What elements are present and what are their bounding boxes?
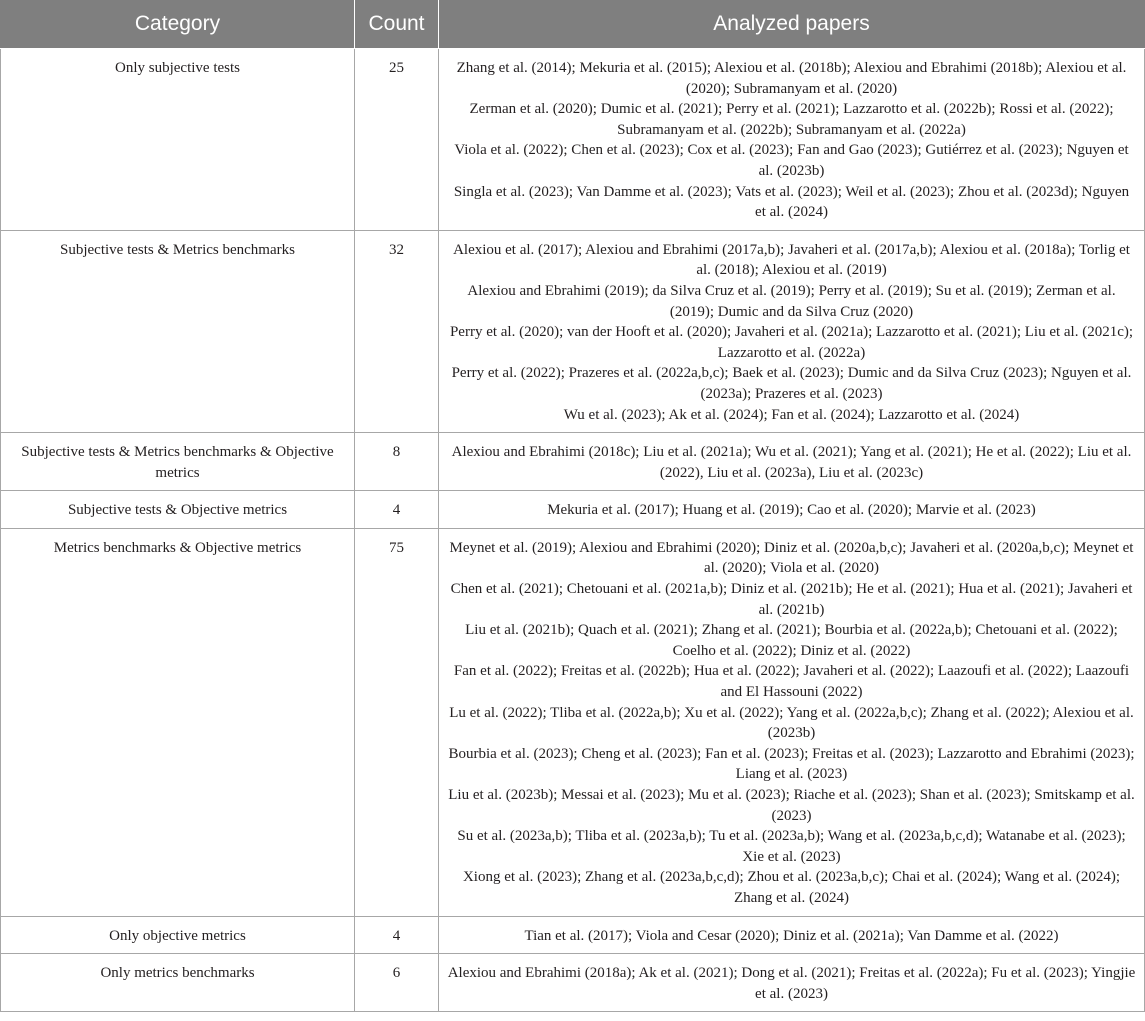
count-cell: 4 <box>355 491 439 529</box>
table-row <box>1 954 1145 1012</box>
paper-line: Wu et al. (2023); Ak et al. (2024); Fan et al. (2024); Lazzarotto et al. (2024) <box>563 406 1020 423</box>
papers-cell <box>439 230 1145 432</box>
paper-line: Fan et al. (2022); Freitas et al. (2022b); Hua et al. (2022); Javaheri et al. (2022); Laazoufi et al. (2022); Laazoufi and El Hassouni (2022) <box>453 663 1130 701</box>
papers-cell <box>439 433 1145 491</box>
paper-line: Alexiou and Ebrahimi (2018c); Liu et al. (2021a); Wu et al. (2021); Yang et al. (2021); He et al. (2022); Liu et al. (2022), Liu et al. (2023a), Liu et al. (2023c) <box>451 444 1132 481</box>
paper-line: Lu et al. (2022); Tliba et al. (2022a,b); Xu et al. (2022); Yang et al. (2022a,b,c); Zhang et al. (2022); Alexiou et al. (2023b) <box>449 704 1134 742</box>
count-cell: 8 <box>355 433 439 491</box>
paper-line: Xiong et al. (2023); Zhang et al. (2023a,b,c,d); Zhou et al. (2023a,b,c); Chai et al. (2024); Wang et al. (2024); Zhang et al. (2024) <box>462 869 1121 906</box>
table-row <box>1 230 1145 432</box>
papers-cell <box>439 49 1145 231</box>
paper-line: Alexiou and Ebrahimi (2019); da Silva Cruz et al. (2019); Perry et al. (2019); Su et al. (2019); Zerman et al. (2019); Dumic and da Silva Cruz (2020) <box>467 282 1116 320</box>
paper-line: Liu et al. (2021b); Quach et al. (2021); Zhang et al. (2021); Bourbia et al. (2022a,b); Chetouani et al. (2022); Coelho et al. (2022); Diniz et al. (2022) <box>465 622 1118 659</box>
table-row <box>1 528 1145 916</box>
papers-cell <box>439 491 1145 529</box>
count-cell: 32 <box>355 230 439 432</box>
header-row <box>1 0 1145 49</box>
category-cell: Subjective tests & Metrics benchmarks & Objective metrics <box>1 433 355 491</box>
paper-line: Tian et al. (2017); Viola and Cesar (2020); Diniz et al. (2021a); Van Damme et al. (2022) <box>524 927 1059 944</box>
category-cell: Metrics benchmarks & Objective metrics <box>1 528 355 916</box>
header-count: Count <box>355 0 439 49</box>
paper-line: Liu et al. (2023b); Messai et al. (2023); Mu et al. (2023); Riache et al. (2023); Shan et al. (2023); Smitskamp et al. (2023) <box>448 787 1135 824</box>
category-cell: Subjective tests & Objective metrics <box>1 491 355 529</box>
count-cell: 6 <box>355 954 439 1012</box>
paper-line: Perry et al. (2022); Prazeres et al. (2022a,b,c); Baek et al. (2023); Dumic and da Silva Cruz (2023); Nguyen et al. (2023a); Prazeres et al. (2023) <box>451 365 1132 402</box>
category-cell: Only objective metrics <box>1 916 355 954</box>
papers-cell <box>439 954 1145 1012</box>
category-cell: Subjective tests & Metrics benchmarks <box>1 230 355 432</box>
paper-line: Su et al. (2023a,b); Tliba et al. (2023a,b); Tu et al. (2023a,b); Wang et al. (2023a,b,c,d); Watanabe et al. (2023); Xie et al. (2023) <box>457 828 1126 865</box>
count-cell: 75 <box>355 528 439 916</box>
papers-cell <box>439 916 1145 954</box>
paper-line: Zhang et al. (2014); Mekuria et al. (2015); Alexiou et al. (2018b); Alexiou and Ebrahimi (2018b); Alexiou et al. (2020); Subramanyam et al. (2020) <box>456 60 1127 97</box>
header-analyzed-papers: Analyzed papers <box>439 0 1145 49</box>
paper-line: Meynet et al. (2019); Alexiou and Ebrahimi (2020); Diniz et al. (2020a,b,c); Javaheri et al. (2020a,b,c); Meynet et al. (2020); Viola et al. (2020) <box>449 539 1134 577</box>
header-category: Category <box>1 0 355 49</box>
paper-line: Chen et al. (2021); Chetouani et al. (2021a,b); Diniz et al. (2021b); He et al. (2021); Hua et al. (2021); Javaheri et al. (2021b) <box>450 581 1133 618</box>
table-row <box>1 491 1145 529</box>
paper-line: Viola et al. (2022); Chen et al. (2023); Cox et al. (2023); Fan and Gao (2023); Gutiérrez et al. (2023); Nguyen et al. (2023b) <box>454 142 1129 179</box>
paper-line: Singla et al. (2023); Van Damme et al. (2023); Vats et al. (2023); Weil et al. (2023); Zhou et al. (2023d); Nguyen et al. (2024) <box>453 183 1130 221</box>
paper-line: Perry et al. (2020); van der Hooft et al. (2020); Javaheri et al. (2021a); Lazzarotto et al. (2021); Liu et al. (2021c); Lazzarotto et al. (2022a) <box>449 324 1134 361</box>
category-cell: Only metrics benchmarks <box>1 954 355 1012</box>
count-cell: 25 <box>355 49 439 231</box>
table-row <box>1 49 1145 231</box>
paper-line: Bourbia et al. (2023); Cheng et al. (2023); Fan et al. (2023); Freitas et al. (2023); Lazzarotto and Ebrahimi (2023); Liang et al. (2023) <box>448 745 1135 783</box>
papers-cell <box>439 528 1145 916</box>
table-row <box>1 433 1145 491</box>
count-cell: 4 <box>355 916 439 954</box>
paper-line: Alexiou et al. (2017); Alexiou and Ebrahimi (2017a,b); Javaheri et al. (2017a,b); Alexiou et al. (2018a); Torlig et al. (2018); Alexiou et al. (2019) <box>453 241 1130 279</box>
paper-line: Zerman et al. (2020); Dumic et al. (2021); Perry et al. (2021); Lazzarotto et al. (2022b); Rossi et al. (2022); Subramanyam et al. (2022b); Subramanyam et al. (2022a) <box>469 101 1114 138</box>
paper-line: Alexiou and Ebrahimi (2018a); Ak et al. (2021); Dong et al. (2021); Freitas et al. (2022a); Fu et al. (2023); Yingjie et al. (2023) <box>447 965 1136 1002</box>
category-cell: Only subjective tests <box>1 49 355 231</box>
paper-line: Mekuria et al. (2017); Huang et al. (2019); Cao et al. (2020); Marvie et al. (2023) <box>547 502 1036 519</box>
table-row <box>1 916 1145 954</box>
